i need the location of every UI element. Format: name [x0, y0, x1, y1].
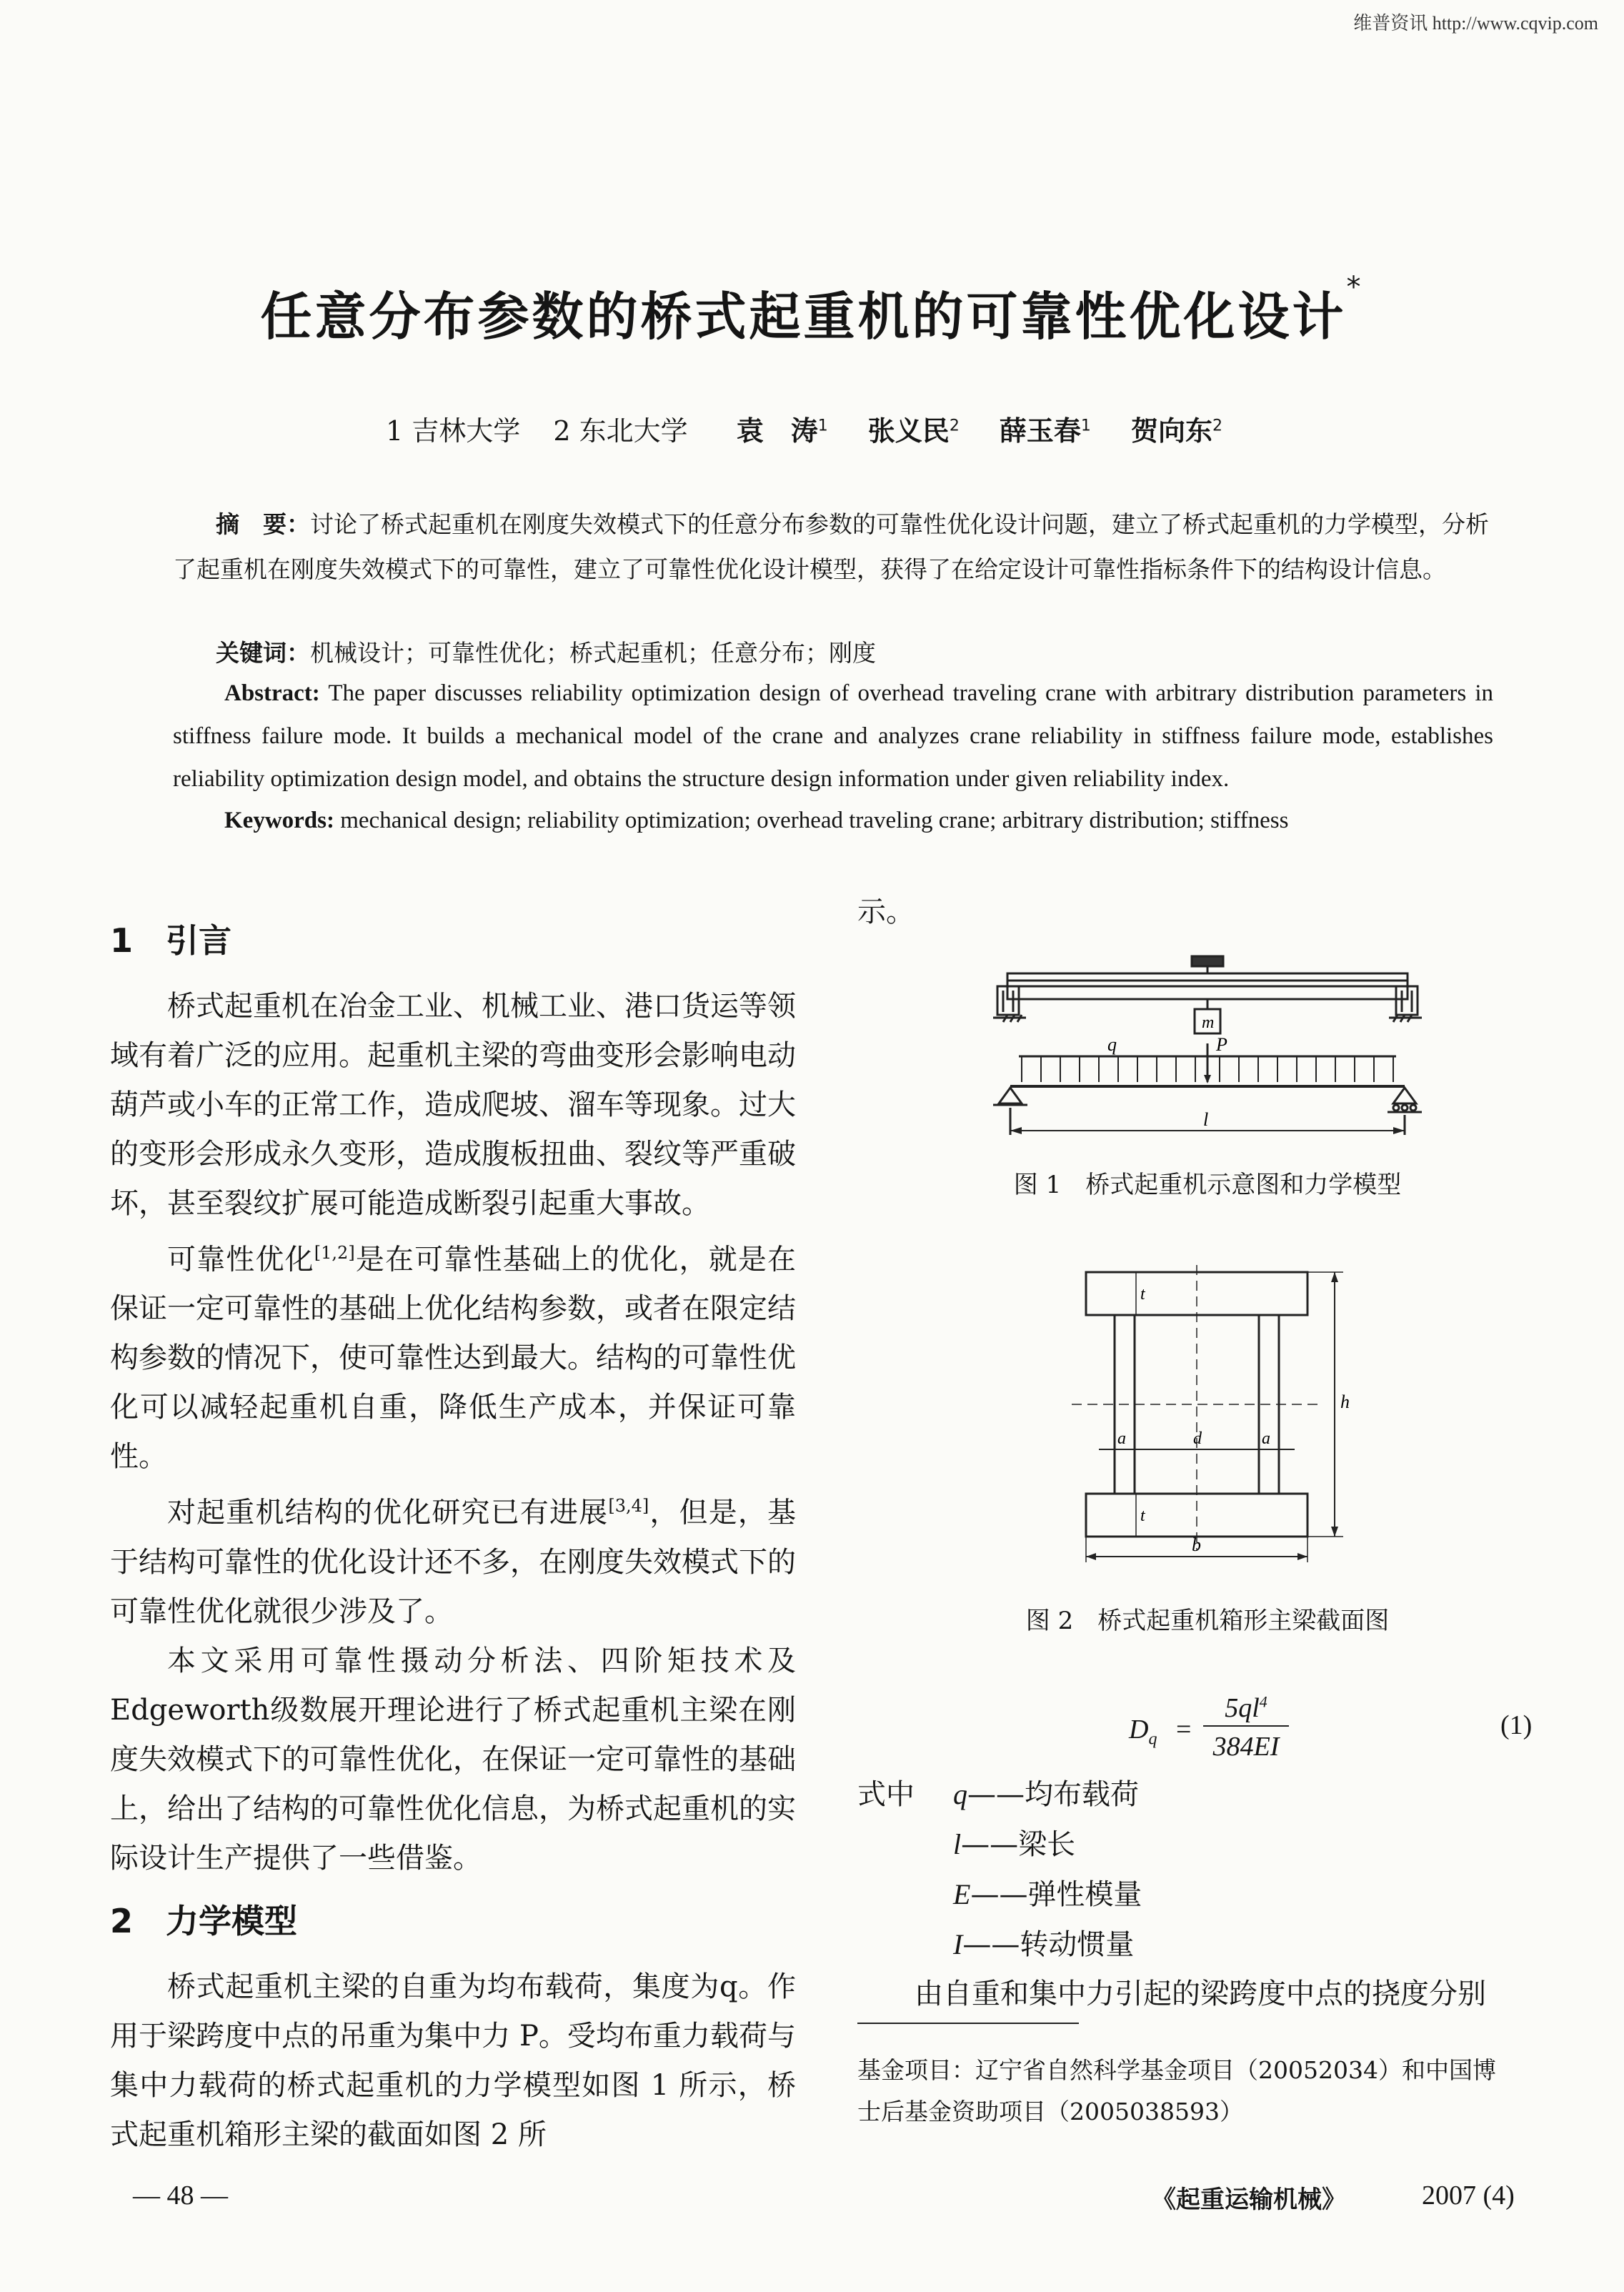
- affiliation-1: 1 吉林大学: [385, 415, 521, 447]
- figure-1-caption: 图 1 桥式起重机示意图和力学模型: [1013, 1171, 1402, 1199]
- eq-denominator: 384EI: [1212, 1732, 1280, 1762]
- citation: [1,2]: [314, 1243, 355, 1263]
- figure-2-cross-section: [1072, 1265, 1358, 1565]
- watermark: 维普资讯 http://www.cqvip.com: [1353, 13, 1598, 34]
- eq-numerator: $5ql^4$: [1225, 1692, 1267, 1723]
- label-q: q: [1107, 1034, 1117, 1055]
- author-3: 薛玉春$^1$: [999, 415, 1091, 447]
- keywords-en-text: mechanical design; reliability optimization; overhead traveling crane; arbitrary distribution; stiffness: [340, 808, 1289, 833]
- section-2-body: [110, 1963, 796, 2160]
- equation-number: (1): [1500, 1710, 1533, 1740]
- affiliation-2: 2 东北大学: [553, 415, 688, 447]
- citation: [3,4]: [608, 1496, 649, 1517]
- label-b: b: [1192, 1534, 1201, 1555]
- footnote: 基金项目：辽宁省自然科学基金项目（20052034）和中国博 士后基金资助项目（2005038593）: [857, 2056, 1496, 2125]
- top-flange: [1086, 1272, 1307, 1315]
- abstract-en: [173, 672, 1493, 800]
- label-h: h: [1340, 1391, 1350, 1412]
- section-2-heading: 2 力学模型: [110, 1902, 298, 1940]
- abstract-text: 讨论了桥式起重机在刚度失效模式下的任意分布参数的可靠性优化设计问题，建立了桥式起重机的力学模型，分析了起重机在刚度失效模式下的可靠性，建立了可靠性优化设计模型，获得了在给定设计可靠性指标条件下的结构设计信息。: [173, 510, 1489, 583]
- bottom-flange: [1086, 1494, 1307, 1537]
- page-number: — 48 —: [133, 2181, 228, 2211]
- keywords-en: [173, 799, 1493, 842]
- paper-title: [0, 271, 1624, 349]
- abstract-label: 摘 要：: [216, 510, 310, 538]
- label-t-bottom: t: [1140, 1507, 1145, 1525]
- label-t-top: t: [1140, 1285, 1145, 1304]
- symbol-definitions: 式中 q——均布载荷 l——梁长 E——弹性模量 I——转动惯量 由自重和集中力引起的梁跨度中点的挠度分别: [857, 1770, 1558, 2019]
- paragraph: 对起重机结构的优化研究已有进展[3,4]，但是，基于结构可靠性的优化设计还不多，在刚度失效模式下的可靠性优化就很少涉及了。: [110, 1496, 797, 1628]
- journal-issue: 2007 (4): [1422, 2181, 1515, 2211]
- paragraph: 本文采用可靠性摄动分析法、四阶矩技术及Edgeworth级数展开理论进行了桥式起重机主梁在刚度失效模式下的可靠性优化，在保证一定可靠性的基础上，给出了结构的可靠性优化信息，为桥式起重机的实际设计生产提供了一些借鉴。: [110, 1644, 796, 1875]
- abstract-en-label: Abstract:: [224, 680, 320, 706]
- paragraph: 可靠性优化[1,2]是在可靠性基础上的优化，就是在保证一定可靠性的基础上优化结构参数，或者在限定结构参数的情况下，使可靠性达到最大。结构的可靠性优化可以减轻起重机自重，降低生产成本，并保证可靠性。: [110, 1243, 797, 1474]
- paragraph: 桥式起重机主梁的自重为均布载荷，集度为q。作用于梁跨度中点的吊重为集中力 P。受均布重力载荷与集中力载荷的桥式起重机的力学模型如图 1 所示，桥式起重机箱形主梁的截面如图 2 所: [110, 1970, 796, 2151]
- eq-lhs: $D_q$: [1129, 1715, 1157, 1749]
- figure-1-crane-diagram: [993, 943, 1422, 1151]
- keywords-text: 机械设计；可靠性优化；桥式起重机；任意分布；刚度: [310, 639, 876, 667]
- author-2: 张义民$^2$: [867, 415, 960, 447]
- keywords-en-label: Keywords:: [224, 808, 334, 833]
- journal-name: 《起重运输机械》: [1152, 2186, 1346, 2214]
- paragraph: 桥式起重机在冶金工业、机械工业、港口货运等领域有着广泛的应用。起重机主梁的弯曲变形会影响电动葫芦或小车的正常工作，造成爬坡、溜车等现象。过大的变形会形成永久变形，造成腹板扭曲、裂纹等严重破坏，甚至裂纹扩展可能造成断裂引起重大事故。: [110, 990, 796, 1220]
- author-4: 贺向东$^2$: [1131, 415, 1223, 447]
- keywords-label: 关键词：: [216, 639, 310, 667]
- section-1-body: [110, 982, 796, 1883]
- label-P: P: [1216, 1034, 1227, 1055]
- label-m: m: [1202, 1013, 1215, 1032]
- col-b-continuation: 示。: [857, 896, 915, 928]
- paragraph: 由自重和集中力引起的梁跨度中点的挠度分别: [915, 1978, 1486, 2010]
- keywords-cn: [173, 630, 1493, 675]
- abstract-en-text: The paper discusses reliability optimization design of overhead traveling crane with arbitrary distribution parameters in stiffness failure mode. It builds a mechanical model of the crane and analyzes crane reliability in stiffness failure mode, establishes reliability optimization design model, and obtains the structure design information under given reliability index.: [173, 680, 1493, 792]
- where-label: 式中: [857, 1778, 915, 1811]
- label-a-left: a: [1117, 1429, 1126, 1448]
- label-a-right: a: [1262, 1429, 1270, 1448]
- abstract-cn: [173, 502, 1493, 592]
- authors-line: [0, 409, 1624, 448]
- figure-2-caption: 图 2 桥式起重机箱形主梁截面图: [1025, 1607, 1390, 1635]
- section-1-heading: 1 引言: [110, 921, 232, 960]
- author-1: 袁 涛$^1$: [736, 415, 828, 447]
- label-l: l: [1203, 1109, 1209, 1130]
- label-d: d: [1193, 1429, 1202, 1448]
- footnote-rule: [857, 2023, 1079, 2024]
- title-text: 任意分布参数的桥式起重机的可靠性优化设计: [260, 287, 1347, 347]
- title-footnote-mark: *: [1346, 271, 1364, 304]
